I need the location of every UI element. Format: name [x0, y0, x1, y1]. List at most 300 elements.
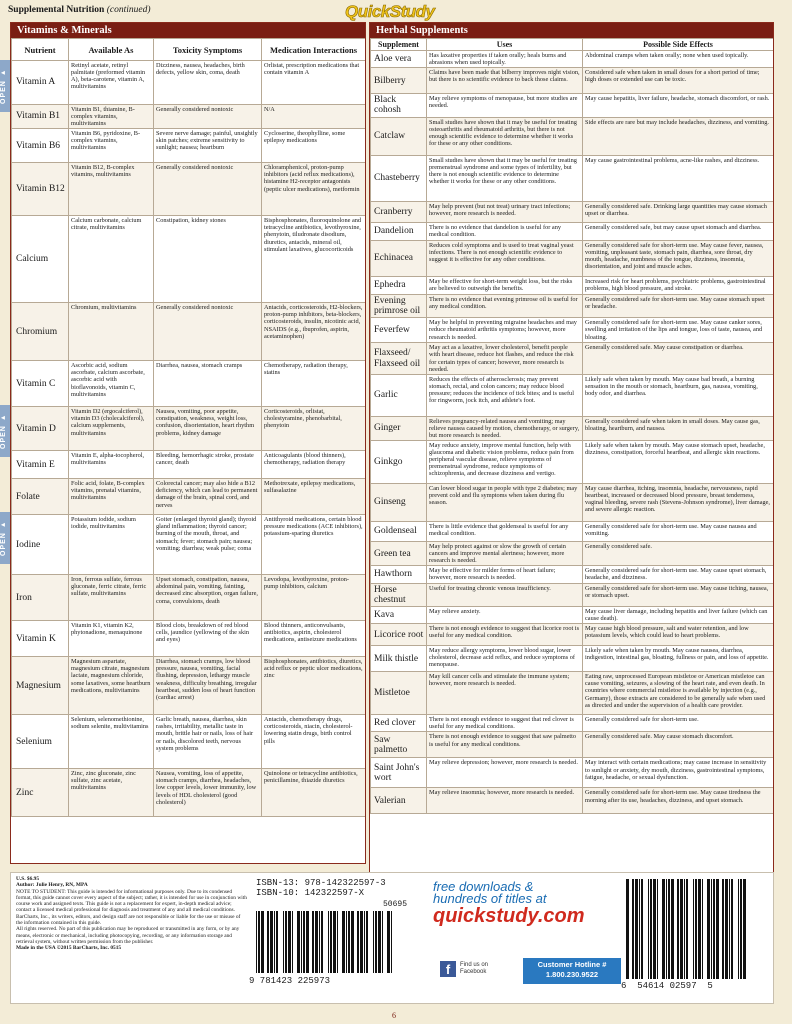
uses-cell: Reduces the effects of atherosclerosis; may prevent stomach, rectal, and colon cancers; may reduce blood pressure; reduces the incidence of tick bites; and is useful for ringworm, jock itch, and athlete's foot.: [427, 374, 583, 416]
table-row: [371, 68, 774, 94]
side-effects-cell: Generally considered safe for short-term use. May cause itching, nausea, or stomach upset.: [583, 583, 774, 607]
barcode-bar: [734, 879, 737, 979]
barcode-bar: [680, 879, 683, 979]
side-effects-cell: Generally considered safe for short-term use.: [583, 715, 774, 732]
side-effects-cell: Increased risk for heart problems, psychiatric problems, gastrointestinal problems, high blood pressure, and stroke.: [583, 276, 774, 294]
barcode-bar: [303, 911, 305, 973]
note-to-student: NOTE TO STUDENT: This guide is intended for informational purposes only. Due to its condensed format, this guide cannot cover every aspect of the subject; rather, it is intended for use in conjunction with course work and assigned texts. This guide is not a replacement for expert, in-depth medical advice; contact a licensed medical professional for diagnosis and treatment of any and all medical conditions. BarCharts, Inc., its writers, editors, and design staff are not responsible or liable for the use or misuse of the information contained in this guide.: [16, 888, 247, 927]
vitamins-table-body: [12, 61, 366, 817]
table-row: [371, 441, 774, 484]
toxicity-cell: Goiter (enlarged thyroid gland); thyroid gland inflammation; thyroid cancer; burning of the mouth, throat, and stomach; fever; stomach pain; nausea; vomiting; diarrhea; weak pulse; coma: [154, 515, 262, 575]
available-as-cell: Magnesium aspartate, magnesium citrate, magnesium lactate, magnesium chloride, some laxatives, some heartburn medications, multivitamins: [69, 657, 154, 715]
toxicity-cell: Garlic breath, nausea, diarrhea, skin rashes, irritability, metallic taste in mouth, brittle hair or nails, loss of hair or nails, discolored teeth, nervous system problems: [154, 715, 262, 769]
uses-cell: Relieves pregnancy-related nausea and vomiting; may relieve nausea caused by motion, chemotherapy, or surgery, but more research is needed.: [427, 416, 583, 440]
table-row: [12, 361, 366, 407]
side-effects-cell: Side effects are rare but may include headaches, dizziness, and vomiting.: [583, 117, 774, 155]
table-row: [371, 416, 774, 440]
table-row: [12, 575, 366, 621]
supplement-cell: Flaxseed/ Flaxseed oil: [371, 343, 427, 374]
supplement-cell: Garlic: [371, 374, 427, 416]
table-row: [12, 451, 366, 479]
available-as-cell: Zinc, zinc gluconate, zinc sulfate, zinc acetate, multivitamins: [69, 769, 154, 817]
side-effects-cell: Generally considered safe for short-term use. May cause upset stomach, headache, and dizziness.: [583, 566, 774, 583]
barcode-bar: [657, 879, 658, 979]
barcode-bar: [270, 911, 273, 973]
barcode-bar: [693, 879, 694, 979]
barcode-bar: [686, 879, 688, 979]
barcode-bar: [671, 879, 674, 979]
barcode-bar: [375, 911, 377, 973]
supplement-cell: Dandelion: [371, 222, 427, 240]
footer-panel: [10, 872, 774, 1004]
medication-cell: Antacids, chemotherapy drugs, corticosteroids, niacin, cholesterol-lowering statin drugs, birth control pills: [262, 715, 366, 769]
facebook-label: Find us on Facebook: [460, 962, 489, 975]
side-effects-cell: Generally considered safe. Drinking large quantities may cause stomach upset or diarrhea.: [583, 201, 774, 222]
isbn-10: ISBN-10: 142322597-X: [256, 888, 365, 898]
table-row: [371, 374, 774, 416]
available-as-cell: Selenium, selenomethionine, sodium selenite, multivitamins: [69, 715, 154, 769]
barcode-bar: [702, 879, 703, 979]
barcode-bar: [713, 879, 715, 979]
barcode-bar: [330, 911, 332, 973]
price-code: 50695: [383, 900, 408, 909]
uses-cell: There is no evidence that dandelion is useful for any medical condition.: [427, 222, 583, 240]
uses-cell: May be helpful in preventing migraine headaches and may reduce rheumatoid arthritis symptoms; however, more research is needed.: [427, 318, 583, 343]
nutrient-cell: Selenium: [12, 715, 69, 769]
uses-cell: May be effective for milder forms of heart failure; however, more research is needed.: [427, 566, 583, 583]
author: Author: Julie Henry, RN, MPA: [16, 882, 88, 889]
hotline-number: 1.800.230.9522: [545, 970, 599, 979]
isbn-barcode: [256, 911, 416, 973]
supplement-cell: Milk thistle: [371, 646, 427, 672]
barcode-bar: [384, 911, 386, 973]
open-tab: OPEN ▸: [0, 405, 10, 457]
barcode-bar: [297, 911, 300, 973]
medication-cell: Chloramphenicol, proton-pump inhibitors (acid reflux medications), histamine H2-receptor antagonists (peptic ulcer medications), metformin: [262, 163, 366, 216]
barcode-bar: [378, 911, 381, 973]
table-row: [12, 715, 366, 769]
col-available-as: Available As: [69, 39, 154, 61]
facebook-link[interactable]: [440, 961, 504, 977]
table-row: [12, 163, 366, 216]
supplement-cell: Hawthorn: [371, 566, 427, 583]
col-uses: Uses: [427, 39, 583, 51]
barcode-bar: [355, 911, 356, 973]
barcode-bar: [387, 911, 390, 973]
table-row: [371, 117, 774, 155]
toxicity-cell: Generally considered nontoxic: [154, 163, 262, 216]
side-effects-cell: Generally considered safe for short-term use. May cause stomach upset or headache.: [583, 294, 774, 318]
table-row: [371, 566, 774, 583]
side-effects-cell: May cause diarrhea, itching, insomnia, headache, nervousness, rapid heartbeat, increased or decreased blood pressure, breast tenderness, vaginal bleeding, severe rash (Stevens-Johnson syndrome), liver damage, and severe allergic reaction.: [583, 484, 774, 522]
side-effects-cell: May cause gastrointestinal problems, acne-like rashes, and dizziness.: [583, 155, 774, 201]
barcode-bar: [743, 879, 746, 979]
side-effects-cell: Generally considered safe, but may cause upset stomach and diarrhea.: [583, 222, 774, 240]
barcode-bar: [319, 911, 320, 973]
uses-cell: There is no evidence that evening primrose oil is useful for any medical condition.: [427, 294, 583, 318]
side-effects-cell: Eating raw, unprocessed European mistletoe or American mistletoe can cause vomiting, seizures, a slowing of the heart rate, and even death. In countries where commercial mistletoe is available by injection (e.g., Germany), those extracts are considered to be generally safe when used as directed and under the supervision of a health care provider.: [583, 672, 774, 715]
available-as-cell: Vitamin E, alpha-tocopherol, multivitamins: [69, 451, 154, 479]
barcode-bar: [279, 911, 282, 973]
available-as-cell: Retinyl acetate, retinyl palmitate (preformed vitamin A), beta-carotene, vitamin A, multivitamins: [69, 61, 154, 105]
supplement-cell: Catclaw: [371, 117, 427, 155]
medication-cell: Cycloserine, theophylline, some epilepsy medications: [262, 129, 366, 163]
barcode-bar: [346, 911, 347, 973]
supplement-cell: Ginger: [371, 416, 427, 440]
barcode-bar: [258, 911, 260, 973]
table-row: [371, 583, 774, 607]
available-as-cell: Vitamin D2 (ergocalciferol), vitamin D3 (cholecalciferol), calcium supplements, multivitamins: [69, 407, 154, 451]
barcode-bar: [731, 879, 733, 979]
barcode-bar: [357, 911, 359, 973]
side-effects-cell: Likely safe when taken by mouth. May cause stomach upset, headache, dizziness, constipation, forceful heartbeat, and allergic skin reactions.: [583, 441, 774, 484]
barcode-bar: [265, 911, 266, 973]
vitamins-table: [11, 38, 366, 817]
medication-cell: Orlistat, prescription medications that contain vitamin A: [262, 61, 366, 105]
barcode-bar: [373, 911, 374, 973]
table-row: [371, 758, 774, 788]
upc-digits: 6 54614 02597 5: [621, 981, 713, 991]
col-supplement: Supplement: [371, 39, 427, 51]
medication-cell: Corticosteroids, orlistat, cholestyramine, phenobarbital, phenytoin: [262, 407, 366, 451]
side-effects-cell: Likely safe when taken by mouth. May cause nausea, diarrhea, indigestion, intestinal gas, bloating, fullness or pain, and loss of appetite.: [583, 646, 774, 672]
medication-cell: Antithyroid medications, certain blood pressure medications (ACE inhibitors), potassium-sparing diuretics: [262, 515, 366, 575]
barcode-bar: [738, 879, 739, 979]
supplement-cell: Saw palmetto: [371, 732, 427, 758]
table-row: [371, 51, 774, 68]
supplement-cell: Feverfew: [371, 318, 427, 343]
page-title: Supplemental Nutrition (continued): [8, 5, 151, 15]
barcode-bar: [256, 911, 257, 973]
uses-cell: There is not enough evidence to suggest that licorice root is useful for any medical condition.: [427, 624, 583, 646]
side-effects-cell: May cause liver damage, including hepatitis and liver failure (which can cause death).: [583, 607, 774, 624]
barcode-bar: [722, 879, 724, 979]
barcode-bar: [261, 911, 264, 973]
barcode-bar: [348, 911, 350, 973]
barcode-bar: [391, 911, 392, 973]
uses-cell: Small studies have shown that it may be useful for treating premenstrual syndrome and some types of infertility, but there is not enough scientific evidence to determine whether it works for these or any other conditions.: [427, 155, 583, 201]
nutrient-cell: Iron: [12, 575, 69, 621]
supplement-cell: Mistletoe: [371, 672, 427, 715]
table-row: [371, 672, 774, 715]
vitamins-panel-title: Vitamins & Minerals: [11, 23, 365, 38]
supplement-cell: Ephedra: [371, 276, 427, 294]
table-row: [371, 343, 774, 374]
barcode-bar: [301, 911, 302, 973]
supplement-cell: Saint John's wort: [371, 758, 427, 788]
uses-cell: May reduce anxiety, improve mental function, help with glaucoma and diabetic vision problems, reduce pain from peripheral vascular disease, relieve symptoms of premenstrual syndrome, reduce symptoms of schizophrenia, and decrease dizziness and vertigo.: [427, 441, 583, 484]
table-row: [371, 155, 774, 201]
barcode-bar: [337, 911, 338, 973]
barcode-bar: [306, 911, 309, 973]
barcode-bar: [668, 879, 670, 979]
toxicity-cell: Severe nerve damage; painful, unsightly skin patches; extreme sensitivity to sunlight; nausea; heartburn: [154, 129, 262, 163]
nutrient-cell: Calcium: [12, 216, 69, 303]
barcode-bar: [267, 911, 269, 973]
barcode-bar: [650, 879, 652, 979]
barcode-bar: [351, 911, 354, 973]
supplement-cell: Goldenseal: [371, 522, 427, 542]
table-row: [12, 61, 366, 105]
nutrient-cell: Vitamin B1: [12, 105, 69, 129]
supplement-cell: Echinacea: [371, 240, 427, 276]
barcode-bar: [666, 879, 667, 979]
toxicity-cell: Constipation, kidney stones: [154, 216, 262, 303]
hotline-label: Customer Hotline #: [537, 960, 607, 969]
medication-cell: Quinolone or tetracycline antibiotics, penicillamine, thiazide diuretics: [262, 769, 366, 817]
toxicity-cell: Upset stomach, constipation, nausea, abdominal pain, vomiting, fainting, decreased zinc absorption, organ failure, coma, convulsions, death: [154, 575, 262, 621]
barcode-bar: [740, 879, 742, 979]
available-as-cell: Vitamin B6, pyridoxine, B-complex vitamins, multivitamins: [69, 129, 154, 163]
uses-cell: There is not enough evidence to suggest that saw palmetto is useful for any medical conditions.: [427, 732, 583, 758]
side-effects-cell: May cause hepatitis, liver failure, headache, stomach discomfort, or rash.: [583, 94, 774, 118]
table-row: [371, 94, 774, 118]
barcode-bar: [707, 879, 710, 979]
toxicity-cell: Generally considered nontoxic: [154, 105, 262, 129]
barcode-bar: [626, 879, 629, 979]
barcode-bar: [339, 911, 341, 973]
barcode-bar: [711, 879, 712, 979]
side-effects-cell: Likely safe when taken by mouth. May cause bad breath, a burning sensation in the mouth or stomach, heartburn, gas, nausea, vomiting, body odor, and diarrhea.: [583, 374, 774, 416]
barcode-bar: [312, 911, 314, 973]
supplement-cell: Ginseng: [371, 484, 427, 522]
uses-cell: There is little evidence that goldenseal is useful for any medical condition.: [427, 522, 583, 542]
toxicity-cell: Nausea, vomiting, poor appetite, constipation, weakness, weight loss, confusion, disorientation, heart rhythm problems, kidney damage: [154, 407, 262, 451]
table-row: [12, 129, 366, 163]
table-row: [12, 621, 366, 657]
barcode-bar: [382, 911, 383, 973]
side-effects-cell: Generally considered safe when taken in small doses. May cause gas, bloating, heartburn, and nausea.: [583, 416, 774, 440]
table-row: [12, 105, 366, 129]
rights-text: All rights reserved. No part of this publication may be reproduced or transmitted in any form, or by any means, electronic or mechanical, including photocopying, recording, or any information storage and retrieval system, without written permission from the publisher.: [16, 926, 240, 945]
nutrient-cell: Zinc: [12, 769, 69, 817]
barcode-bar: [333, 911, 336, 973]
uses-cell: May help prevent (but not treat) urinary tract infections; however, more research is needed.: [427, 201, 583, 222]
supplement-cell: Cranberry: [371, 201, 427, 222]
barcode-bar: [635, 879, 638, 979]
table-row: [371, 732, 774, 758]
uses-cell: Has laxative properties if taken orally; heals burns and abrasions when used topically.: [427, 51, 583, 68]
barcode-bar: [689, 879, 692, 979]
side-effects-cell: Abdominal cramps when taken orally; none when used topically.: [583, 51, 774, 68]
table-row: [371, 715, 774, 732]
nutrient-cell: Vitamin D: [12, 407, 69, 451]
uses-cell: May relieve anxiety.: [427, 607, 583, 624]
available-as-cell: Potassium iodide, sodium iodide, multivitamins: [69, 515, 154, 575]
available-as-cell: Vitamin B12, B-complex vitamins, multivitamins: [69, 163, 154, 216]
barcode-bar: [641, 879, 643, 979]
barcode-bar: [716, 879, 719, 979]
barcode-bar: [283, 911, 284, 973]
table-row: [371, 788, 774, 814]
nutrient-cell: Magnesium: [12, 657, 69, 715]
barcode-bar: [639, 879, 640, 979]
supplement-cell: Ginkgo: [371, 441, 427, 484]
table-row: [371, 484, 774, 522]
available-as-cell: Chromium, multivitamins: [69, 303, 154, 361]
col-medication: Medication Interactions: [262, 39, 366, 61]
table-row: [12, 515, 366, 575]
nutrient-cell: Vitamin A: [12, 61, 69, 105]
barcode-bar: [360, 911, 363, 973]
col-side-effects: Possible Side Effects: [583, 39, 774, 51]
toxicity-cell: Colorectal cancer; may also hide a B12 deficiency, which can lead to permanent damage of the brain, spinal cord, and nerves: [154, 479, 262, 515]
medication-cell: Chemotherapy, radiation therapy, statins: [262, 361, 366, 407]
supplement-cell: Bilberry: [371, 68, 427, 94]
barcode-bar: [648, 879, 649, 979]
uses-cell: Can lower blood sugar in people with type 2 diabetes; may prevent cold and flu symptoms when taken during flu season.: [427, 484, 583, 522]
table-row: [371, 624, 774, 646]
toxicity-cell: Diarrhea, stomach cramps, low blood pressure, nausea, vomiting, facial flushing, depression, lethargy muscle weakness, difficulty breathing, irregular heartbeat, sudden loss of heart function (cardiac arrest): [154, 657, 262, 715]
supplement-cell: Aloe vera: [371, 51, 427, 68]
medication-cell: Bisphosphonates, fluoroquinolone and tetracycline antibiotics, levothyroxine, phenytoin, tiludronate disodium, diuretics, antacids, mineral oil, stimulant laxatives, glucocorticoids: [262, 216, 366, 303]
nutrient-cell: Vitamin E: [12, 451, 69, 479]
nutrient-cell: Vitamin C: [12, 361, 69, 407]
toxicity-cell: Diarrhea, nausea, stomach cramps: [154, 361, 262, 407]
barcode-bar: [659, 879, 661, 979]
supplement-cell: Licorice root: [371, 624, 427, 646]
medication-cell: Antacids, corticosteroids, H2-blockers, proton-pump inhibitors, beta-blockers, corticosteroids, insulin, nicotinic acid, NSAIDS (e.g., ibuprofen, aspirin, acetaminophen): [262, 303, 366, 361]
nutrient-cell: Iodine: [12, 515, 69, 575]
herbal-panel-title: Herbal Supplements: [370, 23, 773, 38]
table-row: [12, 216, 366, 303]
barcode-bar: [315, 911, 318, 973]
uses-cell: May kill cancer cells and stimulate the immune system; however, more research is needed.: [427, 672, 583, 715]
isbn-barcode-digits: 9 781423 225973: [249, 976, 331, 986]
customer-hotline: [523, 958, 621, 984]
isbn-13: ISBN-13: 978-142322597-3: [256, 878, 386, 888]
uses-cell: Small studies have shown that it may be useful for treating osteoarthritis and rheumatoid arthritis, but there is not enough scientific evidence to determine whether it works for these or any other conditions.: [427, 117, 583, 155]
medication-cell: Anticoagulants (blood thinners), chemotherapy, radiation therapy: [262, 451, 366, 479]
table-row: [371, 522, 774, 542]
barcode-bar: [321, 911, 323, 973]
available-as-cell: Iron, ferrous sulfate, ferrous gluconate, ferric citrate, ferric sulfate, multivitamins: [69, 575, 154, 621]
quickstudy-logo: QuickStudy: [345, 2, 435, 21]
uses-cell: Reduces cold symptoms and is used to treat vaginal yeast infections. There is not enough scientific evidence to suggest it is effective for any other conditions.: [427, 240, 583, 276]
barcode-bar: [310, 911, 311, 973]
isbn-block: [256, 878, 386, 898]
price: U.S. $6.95: [16, 876, 40, 882]
supplement-cell: Valerian: [371, 788, 427, 814]
page-number: 6: [392, 1011, 396, 1020]
table-row: [371, 240, 774, 276]
nutrient-cell: Folate: [12, 479, 69, 515]
supplement-cell: Red clover: [371, 715, 427, 732]
medication-cell: Methotrexate, epilepsy medications, sulfasalazine: [262, 479, 366, 515]
side-effects-cell: Considered safe when taken in small doses for a short period of time; high doses or extended use can be toxic.: [583, 68, 774, 94]
table-row: [371, 222, 774, 240]
promo-url[interactable]: quickstudy.com: [433, 905, 585, 927]
barcode-bar: [725, 879, 728, 979]
supplement-cell: Chasteberry: [371, 155, 427, 201]
barcode-bar: [729, 879, 730, 979]
uses-cell: There is not enough evidence to suggest that red clover is useful for any medical conditions.: [427, 715, 583, 732]
uses-cell: May help protect against or slow the growth of certain cancers and improve mental alertness; however, more research is needed.: [427, 542, 583, 566]
available-as-cell: Ascorbic acid, sodium ascorbate, calcium ascorbate, ascorbic acid with bioflavonoids, vitamin C, multivitamins: [69, 361, 154, 407]
made-in-usa: Made in the USA ©2015 BarCharts, Inc. 0515: [16, 945, 122, 952]
barcode-bar: [684, 879, 685, 979]
table-row: [371, 318, 774, 343]
uses-cell: Claims have been made that bilberry improves night vision, but there is no scientific evidence to back those claims.: [427, 68, 583, 94]
herbal-table-body: [371, 51, 774, 814]
promo-line2: hundreds of titles at: [433, 891, 547, 906]
uses-cell: May relieve symptoms of menopause, but more studies are needed.: [427, 94, 583, 118]
herbal-supplements-panel: [369, 22, 774, 882]
nutrient-cell: Vitamin K: [12, 621, 69, 657]
promo-line1: free downloads &: [433, 879, 534, 894]
barcode-bar: [720, 879, 721, 979]
side-effects-cell: May interact with certain medications; may cause increase in sensitivity to sunlight or anxiety, dry mouth, dizziness, gastrointestinal symptoms, fatigue, headache, or sexual dysfunction.: [583, 758, 774, 788]
open-tab: OPEN ▸: [0, 512, 10, 564]
barcode-bar: [276, 911, 278, 973]
barcode-bar: [695, 879, 697, 979]
barcode-bar: [675, 879, 676, 979]
medication-cell: Bisphosphonates, antibiotics, diuretics, acid reflux or peptic ulcer medications, zinc: [262, 657, 366, 715]
side-effects-cell: May cause high blood pressure, salt and water retention, and low potassium levels, which could lead to heart problems.: [583, 624, 774, 646]
facebook-icon: f: [440, 961, 456, 977]
side-effects-cell: Generally considered safe for short-term use. May cause tiredness the morning after its use, headaches, dizziness, and upset stomach.: [583, 788, 774, 814]
table-row: [371, 294, 774, 318]
table-row: [371, 646, 774, 672]
barcode-bar: [662, 879, 665, 979]
upc-barcode: [626, 879, 768, 979]
side-effects-cell: Generally considered safe.: [583, 542, 774, 566]
nutrient-cell: Vitamin B6: [12, 129, 69, 163]
toxicity-cell: Blood clots, breakdown of red blood cells, jaundice (yellowing of the skin and eyes): [154, 621, 262, 657]
supplement-cell: Black cohosh: [371, 94, 427, 118]
table-row: [371, 276, 774, 294]
table-row: [12, 407, 366, 451]
barcode-bar: [698, 879, 701, 979]
barcode-bar: [630, 879, 631, 979]
table-row: [371, 201, 774, 222]
medication-cell: N/A: [262, 105, 366, 129]
barcode-bar: [364, 911, 365, 973]
supplement-cell: Horse chestnut: [371, 583, 427, 607]
nutrient-cell: Chromium: [12, 303, 69, 361]
side-effects-cell: Generally considered safe. May cause stomach discomfort.: [583, 732, 774, 758]
table-row: [12, 657, 366, 715]
available-as-cell: Folic acid, folate, B-complex vitamins, prenatal vitamins, multivitamins: [69, 479, 154, 515]
barcode-bar: [342, 911, 345, 973]
herbal-table: [370, 38, 774, 814]
barcode-bar: [644, 879, 647, 979]
toxicity-cell: Dizziness, nausea, headaches, birth defects, yellow skin, coma, death: [154, 61, 262, 105]
barcode-bar: [653, 879, 656, 979]
barcode-bar: [288, 911, 291, 973]
available-as-cell: Vitamin B1, thiamine, B-complex vitamins, multivitamins: [69, 105, 154, 129]
supplement-cell: Evening primrose oil: [371, 294, 427, 318]
uses-cell: May relieve insomnia; however, more research is needed.: [427, 788, 583, 814]
supplement-cell: Green tea: [371, 542, 427, 566]
barcode-bar: [366, 911, 368, 973]
toxicity-cell: Nausea, vomiting, loss of appetite, stomach cramps, diarrhea, headaches, low copper levels, lower immunity, low levels of HDL cholesterol (good cholesterol): [154, 769, 262, 817]
side-effects-cell: Generally considered safe for short-term use. May cause nausea and vomiting.: [583, 522, 774, 542]
side-effects-cell: Generally considered safe for short-term use. May cause fever, nausea, vomiting, unpleasant taste, stomach pain, diarrhea, sore throat, dry mouth, headache, numbness of the tongue, dizziness, insomnia, disorientation, and joint and muscle aches.: [583, 240, 774, 276]
barcode-bar: [677, 879, 679, 979]
available-as-cell: Vitamin K1, vitamin K2, phytonadione, menaquinone: [69, 621, 154, 657]
table-row: [12, 769, 366, 817]
side-effects-cell: Generally considered safe. May cause constipation or diarrhea.: [583, 343, 774, 374]
medication-cell: Blood thinners, anticonvulsants, antibiotics, aspirin, cholesterol medications, antiseizure medications: [262, 621, 366, 657]
uses-cell: May be effective for short-term weight loss, but the risks are believed to outweigh the benefits.: [427, 276, 583, 294]
vitamins-minerals-panel: [10, 22, 366, 864]
barcode-bar: [369, 911, 372, 973]
barcode-bar: [285, 911, 287, 973]
barcode-bar: [328, 911, 329, 973]
medication-cell: Levodopa, levothyroxine, proton-pump inhibitors, calcium: [262, 575, 366, 621]
table-row: [12, 479, 366, 515]
